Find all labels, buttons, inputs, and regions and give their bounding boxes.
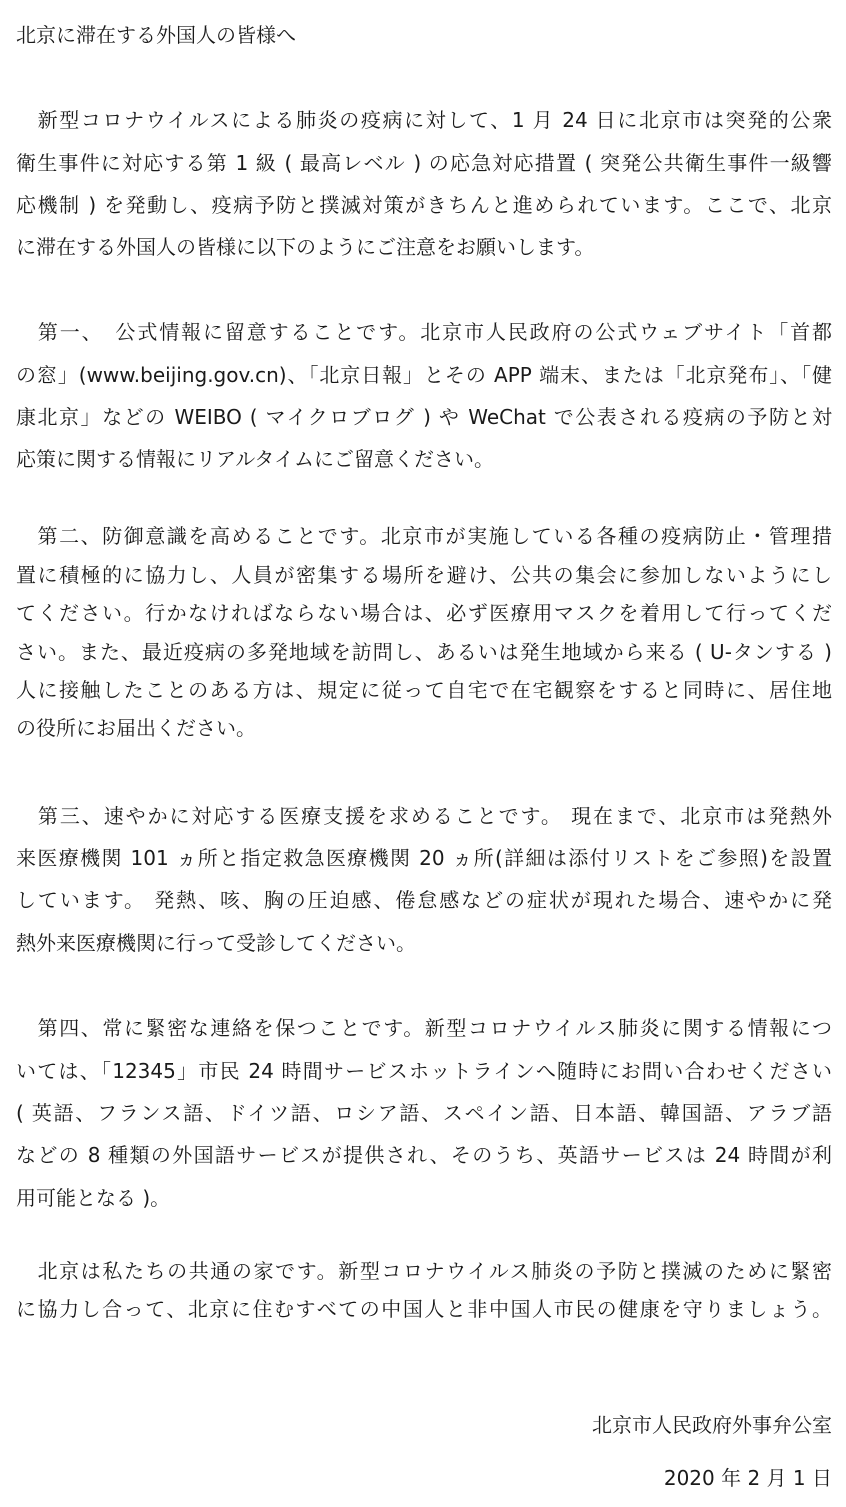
text-line: 来医療機関 101 ヵ所と指定救急医療機関 20 ヵ所(詳細は添付リストをご参照)を設置 xyxy=(16,846,832,870)
text-line: 康北京」などの WEIBO ( マイクロブログ ) や WeChat で公表される疫病の予防と対 xyxy=(16,405,832,429)
text-line: 新型コロナウイルスによる肺炎の疫病に対して、1 月 24 日に北京市は突発的公衆 xyxy=(16,108,832,132)
text-line: いては、「12345」市民 24 時間サービスホットラインへ随時にお問い合わせください xyxy=(16,1059,832,1083)
text-line: に滞在する外国人の皆様に以下のようにご注意をお願いします。 xyxy=(16,235,595,259)
text-line: などの 8 種類の外国語サービスが提供され、そのうち、英語サービスは 24 時間が利 xyxy=(16,1143,832,1167)
text-line: てください。行かなければならない場合は、必ず医療用マスクを着用して行ってくだ xyxy=(16,601,832,625)
text-line: 熱外来医療機関に行って受診してください。 xyxy=(16,931,416,955)
text-line: 第四、常に緊密な連絡を保つことです。新型コロナウイルス肺炎に関する情報につ xyxy=(16,1016,832,1040)
text-line: 応機制 ) を発動し、疫病予防と撲滅対策がきちんと進められています。ここで、北京 xyxy=(16,193,832,217)
date: 2020 年 2 月 1 日 xyxy=(663,1466,832,1490)
text-line: 人に接触したことのある方は、規定に従って自宅で在宅観察をすると同時に、居住地 xyxy=(16,678,832,702)
text-line: に協力し合って、北京に住むすべての中国人と非中国人市民の健康を守りましょう。 xyxy=(16,1297,832,1321)
text-line: 第二、防御意識を高めることです。北京市が実施している各種の疫病防止・管理措 xyxy=(16,524,832,548)
text-line: 衛生事件に対応する第 1 級 ( 最高レベル ) の応急対応措置 ( 突発公共衛生事件一級響 xyxy=(16,151,832,175)
text-line: 北京は私たちの共通の家です。新型コロナウイルス肺炎の予防と撲滅のために緊密 xyxy=(16,1259,832,1283)
greeting: 北京に滞在する外国人の皆様へ xyxy=(16,23,296,47)
text-line: さい。また、最近疫病の多発地域を訪問し、あるいは発生地域から来る ( U-タンする ) xyxy=(16,640,832,664)
text-line: ( 英語、フランス語、ドイツ語、ロシア語、スペイン語、日本語、韓国語、アラブ語 xyxy=(16,1101,832,1125)
signature: 北京市人民政府外事弁公室 xyxy=(592,1413,832,1437)
text-line: 第三、速やかに対応する医療支援を求めることです。 現在まで、北京市は発熱外 xyxy=(16,804,832,828)
text-line: しています。 発熱、咳、胸の圧迫感、倦怠感などの症状が現れた場合、速やかに発 xyxy=(16,888,832,912)
text-line: 第一、 公式情報に留意することです。北京市人民政府の公式ウェブサイト「首都 xyxy=(16,320,832,344)
text-line: の窓」(www.beijing.gov.cn)、「北京日報」とその APP 端末、または「北京発布」、「健 xyxy=(16,363,832,387)
text-line: 応策に関する情報にリアルタイムにご留意ください。 xyxy=(16,447,494,471)
text-line: 用可能となる )。 xyxy=(16,1186,171,1210)
text-line: の役所にお届出ください。 xyxy=(16,716,256,740)
text-line: 置に積極的に協力し、人員が密集する場所を避け、公共の集会に参加しないようにし xyxy=(16,563,832,587)
